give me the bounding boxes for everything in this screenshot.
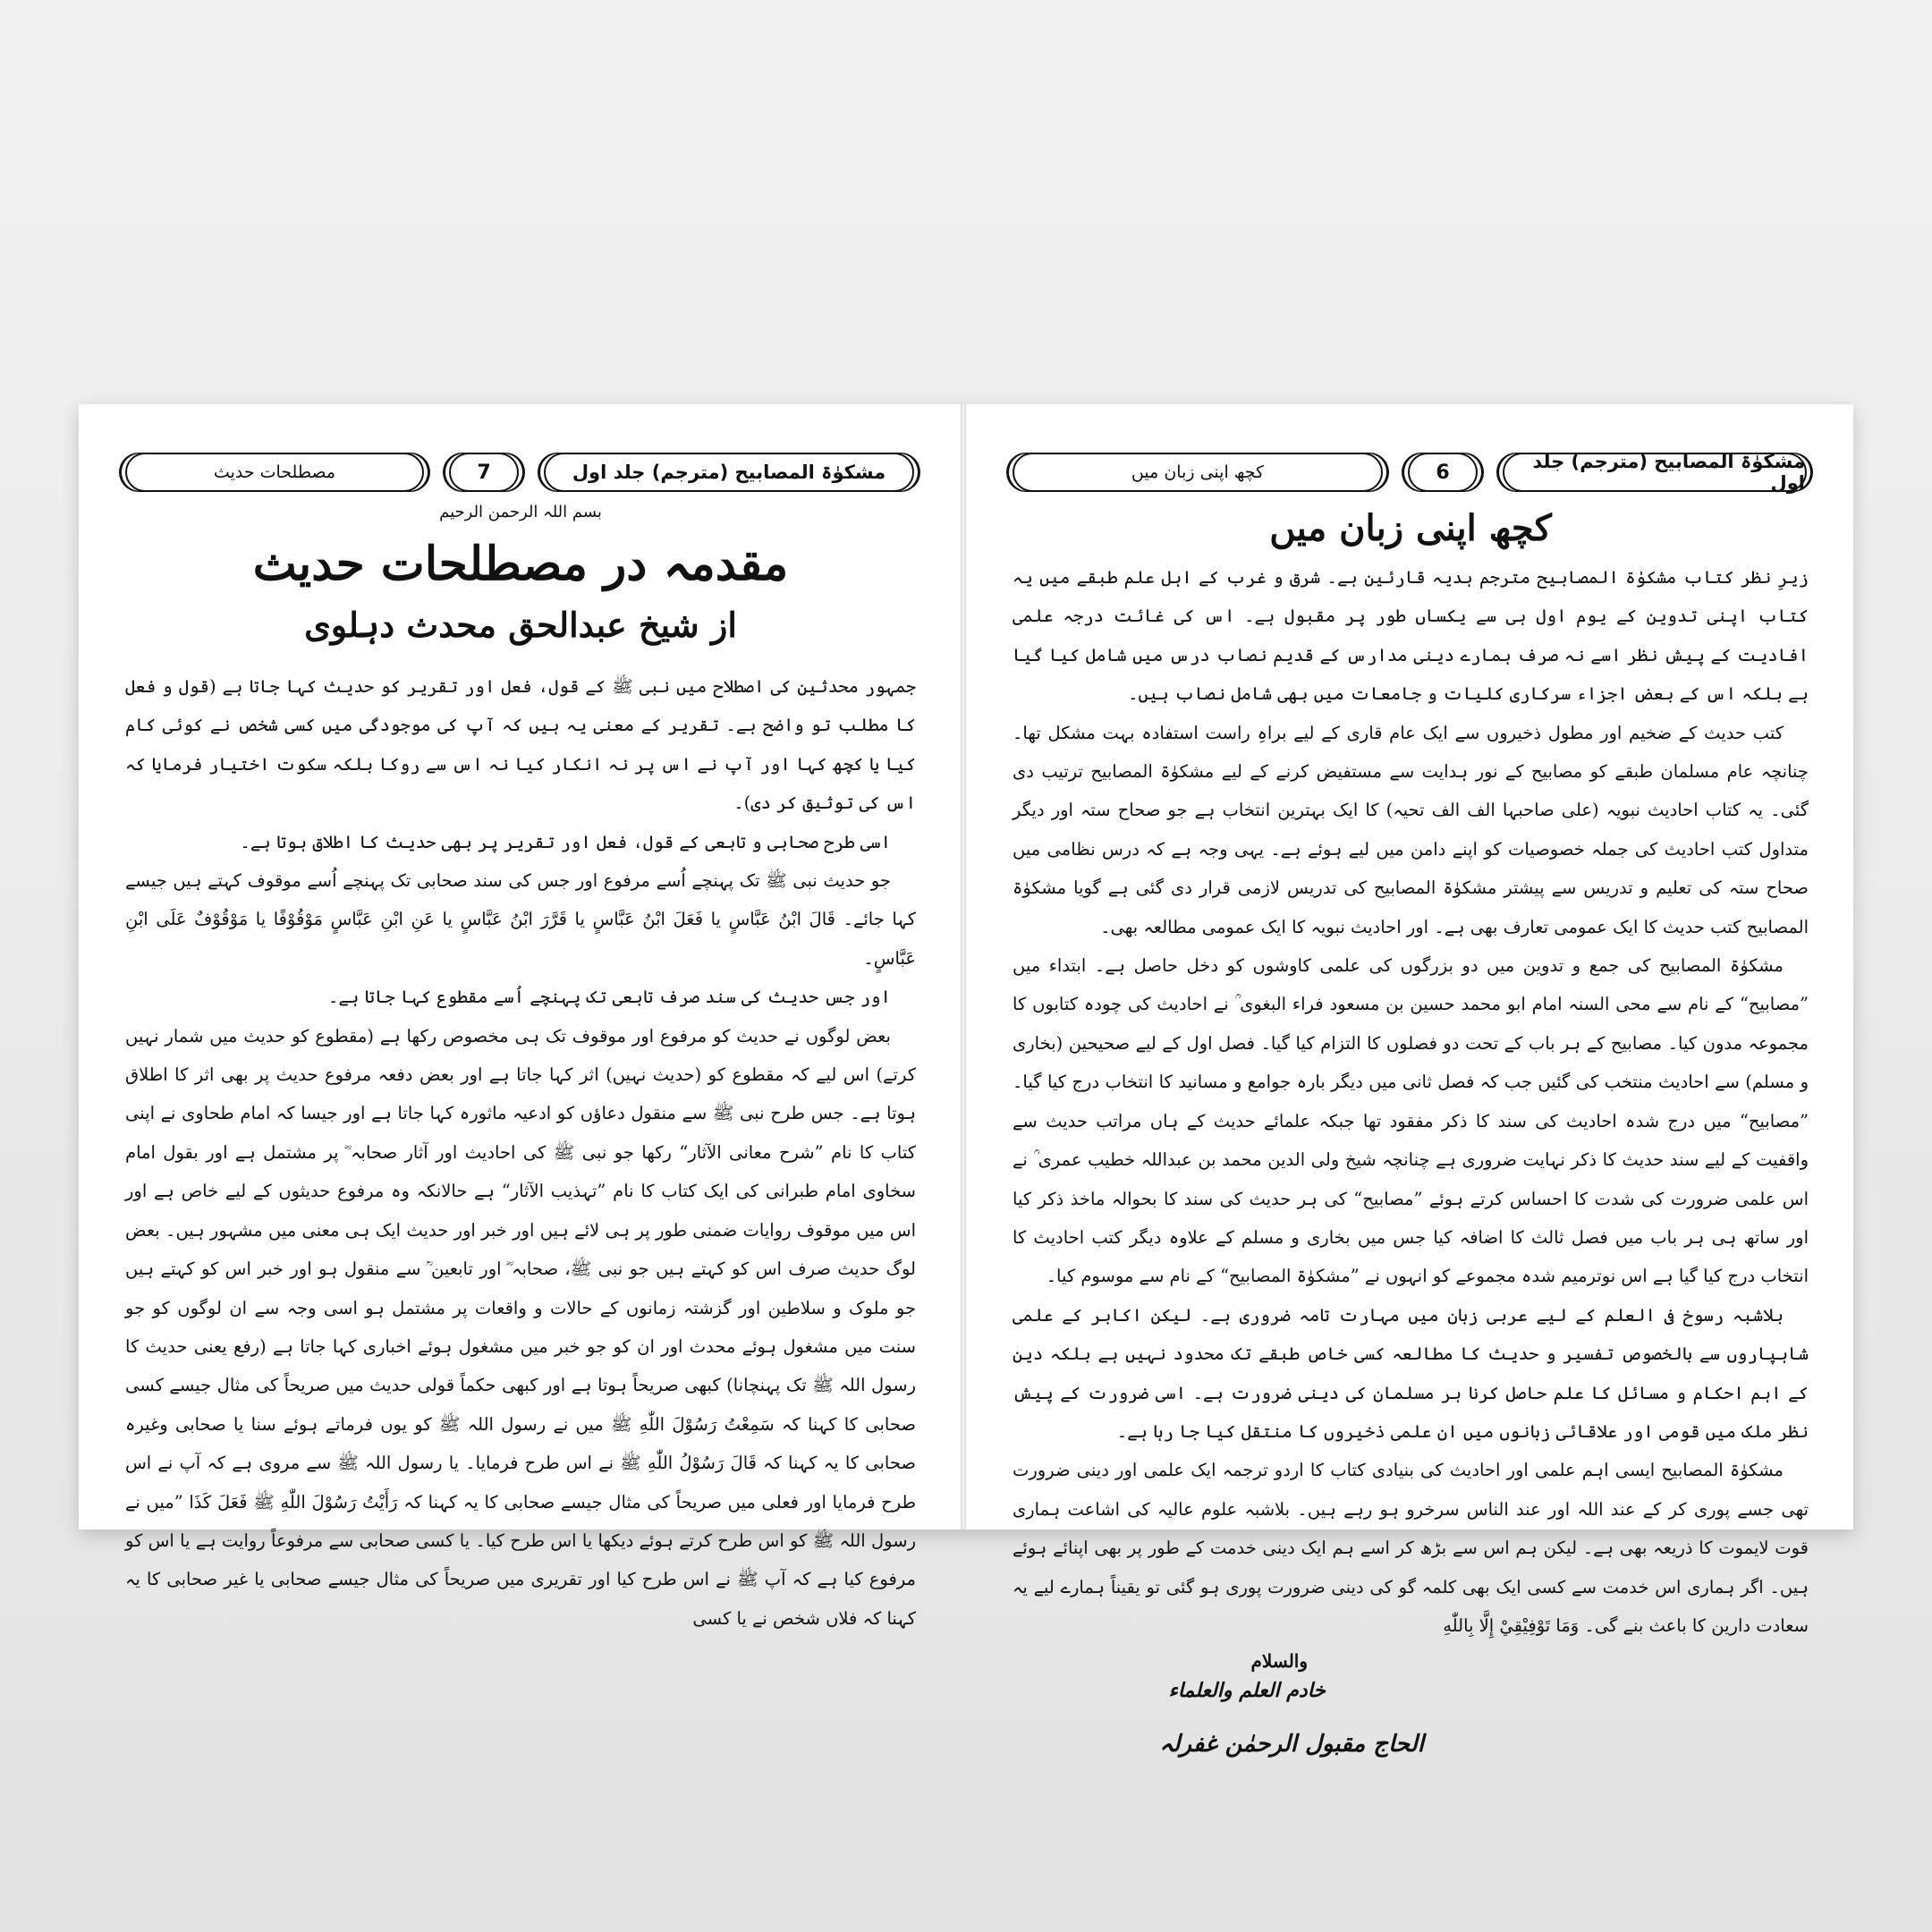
page-header bbox=[125, 447, 916, 497]
book-spread bbox=[79, 404, 1853, 1758]
paragraph: جو حدیث نبی ﷺ تک پہنچے اُسے مرفوع اور جس کی سند صحابی تک پہنچے اُسے موقوف کہتے ہیں جیسے کہا جائے۔ قَالَ ابْنُ عَبَّاسٍ یا فَعَلَ ابْنُ عَبَّاسٍ یا قَرَّرَ ابْنُ عَبَّاسٍ یا عَنِ ابْنِ عَبَّاسٍ مَوْقُوْفًا یا مَوْقُوْفٌ عَلَى ابْنِ عَبَّاسٍ۔ bbox=[125, 870, 916, 969]
closing-title: خادم العلم والعلماء bbox=[1168, 1679, 1326, 1703]
bismillah: بسم اللہ الرحمن الرحیم bbox=[439, 503, 602, 521]
paragraph: کتب حدیث کے ضخیم اور مطول ذخیروں سے ایک عام قاری کے لیے براہِ راست استفادہ بہت مشکل تھا۔ چنانچہ عام مسلمان طبقے کو مصابیح کے نور ہدایت سے مستفیض کرنے کے لیے مشکوٰۃ المصابیح ترتیب دی گئی۔ یہ کتاب احادیث نبویہ (علی صاحبہا الف الف تحیہ) کا ایک بہترین انتخاب ہے جو صحاح ستہ اور دیگر متداول کتب احادیث کی جملہ خصوصیات کو اپنے دامن میں لیے ہوئے ہے۔ یہی وجہ ہے کہ درس نظامی میں صحاح ستہ کی تعلیم و تدریس سے پیشتر مشکوٰۃ المصابیح کی تدریس لازمی قرار دی گئی ہے گویا مشکوٰۃ المصابیح کتب حدیث کا ایک عمومی تعارف بھی ہے۔ اور احادیث نبویہ کا ایک عمومی مطالعہ بھی۔ bbox=[1013, 722, 1809, 937]
paragraph: مشکوٰۃ المصابیح کی جمع و تدوین میں دو بزرگوں کی علمی کاوشوں کو دخل حاصل ہے۔ ابتداء میں ”مصابیح“ کے نام سے محی السنہ امام ابو محمد حسین بن مسعود فراء البغوی ؒ نے احادیث کی چودہ کتابوں کا مجموعہ مدون کیا۔ مصابیح کے ہر باب کے تحت دو فصلوں کا التزام کیا گیا۔ فصل اول کے لیے صحیحین (بخاری و مسلم) سے احادیث منتخب کی گئیں جب کہ فصل ثانی میں دیگر بارہ جوامع و مسانید کا انتخاب درج کیا گیا۔ ”مصابیح“ میں درج شدہ احادیث کی سند کا ذکر مفقود تھا جبکہ علمائے حدیث کے ہاں مراتب حدیث سے واقفیت کے لیے سند حدیث کا ذکر نہایت ضروری ہے چنانچہ شیخ ولی الدین محمد بن عبداللہ خطیب عمری ؒ نے اس علمی ضرورت کی شدت کا احساس کرتے ہوئے ”مصابیح“ کی ہر حدیث کی سند کا بحوالہ ماخذ ذکر کیا اور ساتھ ہی ہر باب میں فصل ثالث کا اضافہ کیا جس میں بخاری و مسلم کے علاوہ دیگر کتب احادیث کا انتخاب درج کیا گیا ہے اس نوترمیم شدہ مجموعے کو انہوں نے ”مشکوٰۃ المصابیح“ کے نام سے موسوم کیا۔ bbox=[1013, 955, 1809, 1287]
chapter-title: کچھ اپنی زبان میں bbox=[1269, 507, 1552, 549]
paragraph: اور جس حدیث کی سند صرف تابعی تک پہنچے اُسے مقطوع کہا جاتا ہے۔ bbox=[327, 987, 891, 1008]
paragraph: اسی طرح صحابی و تابعی کے قول، فعل اور تقریر پر بھی حدیث کا اطلاق ہوتا ہے۔ bbox=[240, 831, 891, 852]
paragraph: مشکوٰۃ المصابیح ایسی اہم علمی اور احادیث کی بنیادی کتاب کا اردو ترجمہ ایک علمی اور دینی ضرورت تھی جسے پوری کر کے عند اللہ اور عند الناس سرخرو ہو رہے ہیں۔ بلاشبہ علوم عالیہ کی اشاعت ہماری قوت لایموت کا ذریعہ بھی ہے۔ لیکن ہم اس سے بڑھ کر اسے ہم ایک دینی خدمت کے طور پر بھی اپنائے ہوئے ہیں۔ اگر ہماری اس خدمت سے کسی ایک بھی کلمہ گو کی دینی ضرورت پوری ہو گئی تو یقیناً ہمارے لیے یہ سعادت دارین کا باعث بنے گی۔ وَمَا تَوْفِيْقِيْ إِلَّا بِاللّٰهِ bbox=[1013, 1460, 1809, 1636]
header-page-number: 6 bbox=[1408, 453, 1478, 492]
chapter-title: مقدمہ در مصطلحات حدیث bbox=[252, 537, 789, 591]
chapter-author: از شیخ عبدالحق محدث دہلوی bbox=[304, 605, 737, 645]
paragraph: جمہور محدثین کی اصطلاح میں نبی ﷺ کے قول، فعل اور تقریر کو حدیث کہا جاتا ہے (قول و فعل کا مطلب تو واضح ہے۔ تقریر کے معنی یہ ہیں کہ آپ کی موجودگی میں کسی شخص نے کوئی کام کیا یا کچھ کہا اور آپ نے اس پر نہ انکار کیا نہ اس سے روکا بلکہ سکوت اختیار فرمایا کہ اس کی توثیق کر دی)۔ bbox=[125, 676, 916, 814]
header-book-title: مشکوٰۃ المصابیح (مترجم) جلد اول bbox=[1503, 453, 1807, 492]
body-text bbox=[125, 667, 916, 1638]
page-7 bbox=[79, 404, 961, 1629]
header-section-title: مصطلحات حدیث bbox=[125, 453, 424, 492]
paragraph: بعض لوگوں نے حدیث کو مرفوع اور موقوف تک ہی مخصوص رکھا ہے (مقطوع کو حدیث میں شمار نہیں کرتے) اس لیے کہ مقطوع کو (حدیث نہیں) اثر کہا جاتا ہے اور بعض دفعہ مرفوع حدیث پر بھی اثر کا اطلاق ہوتا ہے۔ جس طرح نبی ﷺ سے منقول دعاؤں کو ادعیہ ماثورہ کہا جاتا ہے اور جیسا کہ امام طحاوی نے اپنی کتاب کا نام ”شرح معانی الآثار“ رکھا جو نبی ﷺ کی احادیث اور آثار صحابہ ؓ پر مشتمل ہے اور بقول امام سخاوی امام طبرانی کی ایک کتاب کا نام ”تہذیب الآثار“ ہے حالانکہ وہ مرفوع حدیثوں کے لیے خاص ہے اور اس میں موقوف روایات ضمنی طور پر ہی لائے ہیں اور خبر اور حدیث ایک ہی معنی میں مشہور ہیں۔ بعض لوگ حدیث صرف اس کو کہتے ہیں جو نبی ﷺ، صحابہ ؓ اور تابعین ؒ سے منقول ہو اور خبر اس کو کہتے ہیں جو ملوک و سلاطین اور گزشتہ زمانوں کے حالات و واقعات پر مشتمل ہو اسی وجہ سے ان لوگوں کو جو سنت میں مشغول ہوئے محدث اور ان کو جو خبر میں مشغول ہوئے اخباری کہا جاتا ہے (رفع یعنی حدیث کا رسول اللہ ﷺ تک پہنچانا) کبھی صریحاً ہوتا ہے اور کبھی حکماً قولی حدیث میں صریحاً کی مثال جیسے کسی صحابی کا کہنا کہ سَمِعْتُ رَسُوْلَ اللّٰهِ ﷺ میں نے رسول اللہ ﷺ کو یوں فرماتے ہوئے سنا یا صحابی وغیرہ صحابی کا یہ کہنا کہ قَالَ رَسُوْلُ اللّٰهِ ﷺ نے اس طرح فرمایا۔ یا رسول اللہ ﷺ سے مروی ہے کہ آپ نے اس طرح فرمایا اور فعلی میں صریحاً کی مثال جیسے صحابی کا یہ کہنا کہ رَأَيْتُ رَسُوْلَ اللّٰهِ ﷺ فَعَلَ كَذَا ”میں نے رسول اللہ ﷺ کو اس طرح کرتے ہوئے دیکھا یا اس طرح کیا۔ یا کسی صحابی سے مرفوعاً روایت ہے یا اس کو مرفوع کیا ہے کہ آپ ﷺ نے اس طرح کیا اور تقریری میں صریحاً کی مثال جیسے صحابی یا غیر صحابی کا یہ کہنا کہ فلاں شخص نے یا کسی bbox=[125, 1025, 916, 1629]
closing-name: الحاج مقبول الرحمٰن غفرلہ bbox=[1159, 1731, 1424, 1758]
header-section-title: کچھ اپنی زبان میں bbox=[1013, 453, 1383, 492]
header-book-title: مشکوٰۃ المصابیح (مترجم) جلد اول bbox=[544, 453, 914, 492]
signature-block bbox=[1013, 1645, 1809, 1779]
page-6 bbox=[966, 404, 1853, 1758]
page-header bbox=[1013, 447, 1809, 497]
paragraph: بلاشبہ رسوخ فی العلم کے لیے عربی زبان میں مہارت تامہ ضروری ہے۔ لیکن اکابر کے علمی شاہپاروں سے بالخصوص تفسیر و حدیث کا مطالعہ کسی خاص طبقے تک محدود نہیں ہے بلکہ دین کے اہم احکام و مسائل کا علم حاصل کرنا ہر مسلمان کی دینی ضرورت ہے۔ اسی ضرورت کے پیش نظر ملک میں قومی اور علاقائی زبانوں میں ان علمی ذخیروں کا منتقل کیا جا رہا ہے۔ bbox=[1013, 1304, 1809, 1442]
paragraph: زیرِ نظر کتاب مشکوٰۃ المصابیح مترجم ہدیہ قارئین ہے۔ شرق و غرب کے اہل علم طبقے میں یہ کتاب اپنی تدوین کے یوم اول ہی سے یکساں طور پر مقبول ہے۔ اس کی غائت درجہ علمی افادیت کے پیش نظر اسے نہ صرف ہمارے دینی مدارس کے قدیم نصاب درس میں شامل کیا گیا ہے بلکہ اس کے بعض اجزاء سرکاری کلیات و جامعات میں بھی شامل نصاب ہیں۔ bbox=[1013, 567, 1809, 705]
header-page-number: 7 bbox=[449, 453, 519, 492]
closing-salutation: والسلام bbox=[1250, 1650, 1308, 1673]
body-text bbox=[1013, 558, 1809, 1645]
